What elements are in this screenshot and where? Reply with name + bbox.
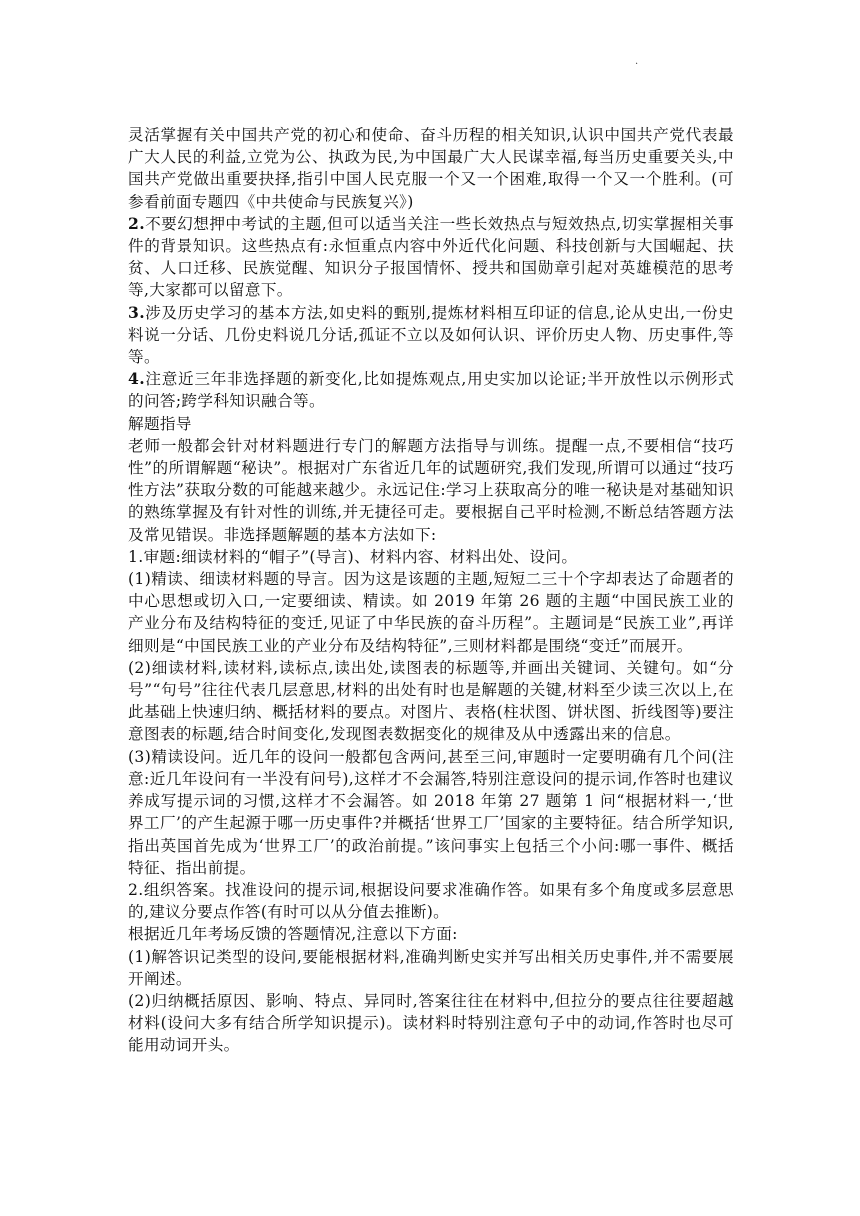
section-heading <box>128 413 734 435</box>
paragraph-text: 1.审题:细读材料的“帽子”(导言)、材料内容、材料出处、设问。 <box>128 547 578 566</box>
paragraph <box>128 568 734 657</box>
paragraph <box>128 923 734 945</box>
item-number: 3. <box>128 302 145 322</box>
paragraph-text: (3)精读设问。近几年的设问一般都包含两问,甚至三问,审题时一定要明确有几个问(注意:近几年设问有一半没有问号),这样才不会漏答,特别注意设问的提示词,作答时也建议养成写提示词的习惯,这样才不会漏答。如 2018 年第 27 题第 1 问“根据材料一,‘世界工厂’的产生起源于哪一历史事件?并概括‘世界工厂’国家的主要特征。结合所学知识,指出英国首先成为‘世界工厂’的政治前提。”该问事实上包括三个小问:哪一事件、概括特征、指出前提。 <box>128 747 734 877</box>
paragraph <box>128 657 734 746</box>
paragraph <box>128 946 734 990</box>
paragraph <box>128 124 734 213</box>
paragraph <box>128 879 734 923</box>
paragraph-text: 灵活掌握有关中国共产党的初心和使命、奋斗历程的相关知识,认识中国共产党代表最广大人民的利益,立党为公、执政为民,为中国最广大人民谋幸福,每当历史重要关头,中国共产党做出重要抉择,指引中国人民克服一个又一个困难,取得一个又一个胜利。(可参看前面专题四《中共使命与民族复兴》) <box>128 126 734 211</box>
paragraph <box>128 213 734 302</box>
paragraph <box>128 368 734 412</box>
paragraph-text: 2.组织答案。找准设问的提示词,根据设问要求准确作答。如果有多个角度或多层意思的,建议分要点作答(有时可以从分值去推断)。 <box>128 880 734 922</box>
item-number: 2. <box>128 213 145 233</box>
paragraph <box>128 546 734 568</box>
paragraph-text: 老师一般都会针对材料题进行专门的解题方法指导与训练。提醒一点,不要相信“技巧性”的所谓解题“秘诀”。根据对广东省近几年的试题研究,我们发现,所谓可以通过“技巧性方法”获取分数的可能越来越少。永远记住:学习上获取高分的唯一秘诀是对基础知识的熟练掌握及有针对性的训练,并无捷径可走。要根据自己平时检测,不断总结答题方法及常见错误。非选择题解题的基本方法如下: <box>128 436 734 544</box>
paragraph-text: (1)精读、细读材料题的导言。因为这是该题的主题,短短二三十个字却表达了命题者的中心思想或切入口,一定要细读、精读。如 2019 年第 26 题的主题“中国民族工业的产业分布及结构特征的变迁,见证了中华民族的奋斗历程”。主题词是“民族工业”,再详细则是“中国民族工业的产业分布及结构特征”,三则材料都是围绕“变迁”而展开。 <box>128 570 734 655</box>
paragraph-text: 不要幻想押中考试的主题,但可以适当关注一些长效热点与短效热点,切实掌握相关事件的背景知识。这些热点有:永恒重点内容中外近代化问题、科技创新与大国崛起、扶贫、人口迁移、民族觉醒、知识分子报国情怀、授共和国勋章引起对英雄模范的思考等,大家都可以留意下。 <box>128 214 734 300</box>
item-number: 4. <box>128 369 145 389</box>
paragraph-text: 涉及历史学习的基本方法,如史料的甄别,提炼材料相互印证的信息,论从史出,一份史料说一分话、几份史料说几分话,孤证不立以及如何认识、评价历史人物、历史事件,等等。 <box>128 303 734 367</box>
paragraph <box>128 990 734 1057</box>
paragraph-text: (2)归纳概括原因、影响、特点、异同时,答案往往在材料中,但拉分的要点往往要超越材料(设问大多有结合所学知识提示)。读材料时特别注意句子中的动词,作答时也尽可能用动词开头。 <box>128 991 734 1055</box>
paragraph-text: 注意近三年非选择题的新变化,比如提炼观点,用史实加以论证;半开放性以示例形式的问答;跨学科知识融合等。 <box>128 370 734 411</box>
heading-text: 解题指导 <box>128 414 192 433</box>
paragraph <box>128 435 734 546</box>
paragraph <box>128 746 734 879</box>
paragraph-text: (2)细读材料,读材料,读标点,读出处,读图表的标题等,并画出关键词、关键句。如“分号”“句号”往往代表几层意思,材料的出处有时也是解题的关键,材料至少读三次以上,在此基础上快速归纳、概括材料的要点。对图片、表格(柱状图、饼状图、折线图等)要注意图表的标题,结合时间变化,发现图表数据变化的规律及从中透露出来的信息。 <box>128 658 734 744</box>
header-mark: . <box>635 56 639 67</box>
paragraph-text: 根据近几年考场反馈的答题情况,注意以下方面: <box>128 925 458 944</box>
document-body <box>128 124 734 1057</box>
paragraph-text: (1)解答识记类型的设问,要能根据材料,准确判断史实并写出相关历史事件,并不需要展开阐述。 <box>128 947 734 988</box>
paragraph <box>128 302 734 369</box>
